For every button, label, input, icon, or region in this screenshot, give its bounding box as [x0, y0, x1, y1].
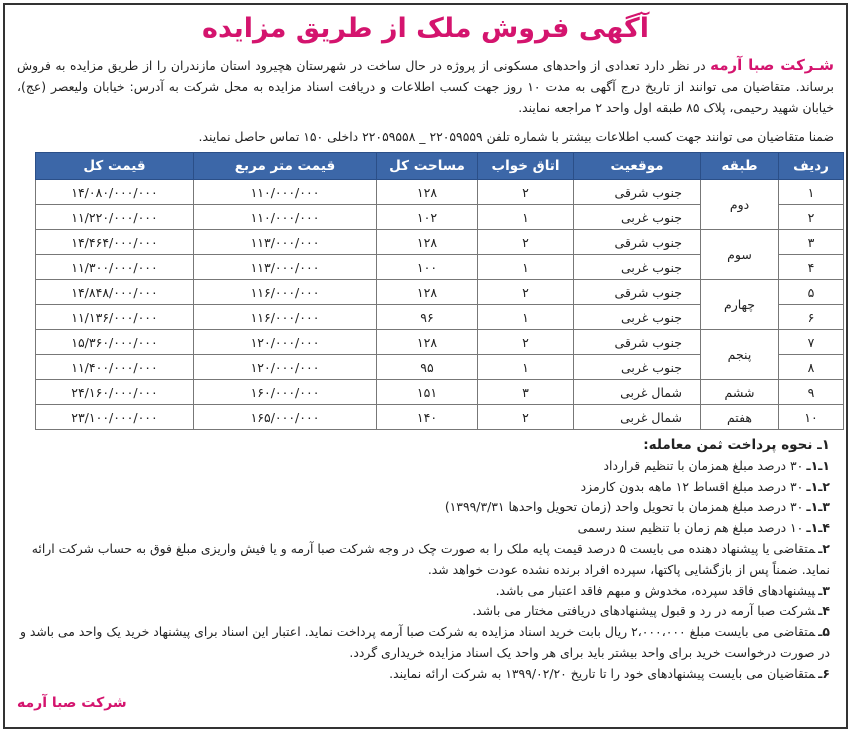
terms-item-text: ۱۰ درصد مبلغ هم زمان با تنظیم سند رسمی: [577, 520, 804, 536]
cell-row-number: ۸: [779, 355, 844, 380]
cell-row-number: ۹: [779, 380, 844, 405]
cell-position: جنوب غربی: [574, 255, 701, 280]
cell-area: ۹۶: [377, 305, 478, 330]
cell-price-sqm: ۱۱۳/۰۰۰/۰۰۰: [194, 230, 377, 255]
terms-item: [19, 581, 830, 602]
terms-item-number: ۲ـ: [818, 540, 830, 556]
cell-floor: هفتم: [701, 405, 779, 430]
terms-item-text: ۳۰ درصد مبلغ اقساط ۱۲ ماهه بدون کارمزد: [580, 478, 804, 494]
terms-item-text: متقاضی یا پیشنهاد دهنده می بایست ۵ درصد قیمت پایه ملک را به صورت چک در وجه شرکت صبا آرمه و یا فیش واریزی مبلغ فوق به حساب شرکت ارائه نماید. ضمناً پس از بازگشایی پاکتها، سپرده افراد برنده نشده عودت خواهد شد.: [31, 540, 830, 577]
terms-item-number: ۴ـ: [818, 603, 830, 619]
ad-frame: [3, 3, 848, 729]
terms-item-text: متقاضیان می بایست پیشنهادهای خود را تا تاریخ ۱۳۹۹/۰۲/۲۰ به شرکت ارائه نمایند.: [389, 665, 816, 681]
cell-position: جنوب شرقی: [574, 180, 701, 205]
cell-row-number: ۶: [779, 305, 844, 330]
cell-row-number: ۱۰: [779, 405, 844, 430]
cell-floor: پنجم: [701, 330, 779, 380]
terms-item: [19, 622, 830, 664]
cell-floor: سوم: [701, 230, 779, 280]
terms-item: [19, 601, 830, 622]
cell-bedrooms: ۲: [478, 405, 574, 430]
terms-item: [19, 456, 830, 477]
cell-price-sqm: ۱۲۰/۰۰۰/۰۰۰: [194, 355, 377, 380]
terms-item-text: ۳۰ درصد مبلغ همزمان با تحویل واحد (زمان تحویل واحدها ۱۳۹۹/۳/۳۱): [444, 499, 804, 515]
cell-price-sqm: ۱۱۳/۰۰۰/۰۰۰: [194, 255, 377, 280]
terms-item-number: ۱ـ۱ـ: [806, 457, 830, 473]
cell-total-price: ۱۱/۴۰۰/۰۰۰/۰۰۰: [36, 355, 194, 380]
cell-total-price: ۱۵/۳۶۰/۰۰۰/۰۰۰: [36, 330, 194, 355]
cell-bedrooms: ۲: [478, 330, 574, 355]
cell-area: ۱۲۸: [377, 180, 478, 205]
cell-row-number: ۱: [779, 180, 844, 205]
cell-area: ۱۰۲: [377, 205, 478, 230]
cell-price-sqm: ۱۶۰/۰۰۰/۰۰۰: [194, 380, 377, 405]
cell-total-price: ۱۱/۲۲۰/۰۰۰/۰۰۰: [36, 205, 194, 230]
cell-position: جنوب شرقی: [574, 230, 701, 255]
ad-title: آگهی فروش ملک از طریق مزایده: [202, 13, 649, 44]
cell-position: جنوب شرقی: [574, 280, 701, 305]
cell-bedrooms: ۱: [478, 205, 574, 230]
cell-position: جنوب غربی: [574, 205, 701, 230]
cell-bedrooms: ۲: [478, 180, 574, 205]
terms-item: [19, 477, 830, 498]
cell-row-number: ۴: [779, 255, 844, 280]
table-header-row: [36, 153, 844, 180]
cell-price-sqm: ۱۱۶/۰۰۰/۰۰۰: [194, 305, 377, 330]
cell-position: شمال غربی: [574, 405, 701, 430]
table-row: [36, 405, 844, 430]
units-table: [35, 152, 844, 430]
cell-price-sqm: ۱۱۰/۰۰۰/۰۰۰: [194, 180, 377, 205]
cell-area: ۹۵: [377, 355, 478, 380]
cell-price-sqm: ۱۱۶/۰۰۰/۰۰۰: [194, 280, 377, 305]
cell-row-number: ۵: [779, 280, 844, 305]
col-header-floor: طبقه: [701, 153, 779, 180]
terms-item-number: ۵ـ: [818, 624, 830, 640]
table-body: [36, 180, 844, 430]
table-row: [36, 230, 844, 255]
terms-item: [19, 497, 830, 518]
cell-price-sqm: ۱۲۰/۰۰۰/۰۰۰: [194, 330, 377, 355]
table-row: [36, 280, 844, 305]
cell-floor: ششم: [701, 380, 779, 405]
cell-position: جنوب غربی: [574, 355, 701, 380]
terms-heading: ۱ـ نحوه پرداخت ثمن معامله:: [643, 437, 830, 453]
cell-total-price: ۲۴/۱۶۰/۰۰۰/۰۰۰: [36, 380, 194, 405]
terms-item-number: ۳ـ۱ـ: [806, 499, 830, 515]
contact-line: ضمنا متقاضیان می توانند جهت کسب اطلاعات بیشتر با شماره تلفن ۲۲۰۵۹۵۵۹ _ ۲۲۰۵۹۵۵۸ داخلی ۱۵۰ تماس حاصل نمایند.: [198, 129, 834, 144]
cell-floor: چهارم: [701, 280, 779, 330]
terms-item-text: پیشنهادهای فاقد سپرده، مخدوش و مبهم فاقد اعتبار می باشد.: [495, 582, 816, 598]
cell-row-number: ۳: [779, 230, 844, 255]
cell-area: ۱۰۰: [377, 255, 478, 280]
terms-item-text: ۳۰ درصد مبلغ همزمان با تنظیم قرارداد: [603, 457, 804, 473]
cell-bedrooms: ۲: [478, 280, 574, 305]
cell-total-price: ۱۴/۰۸۰/۰۰۰/۰۰۰: [36, 180, 194, 205]
signature: شرکت صبا آرمه: [17, 695, 127, 711]
cell-floor: دوم: [701, 180, 779, 230]
cell-total-price: ۱۱/۳۰۰/۰۰۰/۰۰۰: [36, 255, 194, 280]
cell-price-sqm: ۱۶۵/۰۰۰/۰۰۰: [194, 405, 377, 430]
terms-item-number: ۳ـ: [818, 582, 830, 598]
col-header-area: مساحت کل: [377, 153, 478, 180]
terms-item: [19, 664, 830, 685]
cell-row-number: ۷: [779, 330, 844, 355]
company-name: شـرکت صبا آرمه: [710, 56, 834, 74]
cell-bedrooms: ۱: [478, 305, 574, 330]
terms-item-text: متقاضی می بایست مبلغ ۲،۰۰۰،۰۰۰ ریال بابت خرید اسناد مزایده به شرکت صبا آرمه پرداخت نماید. اعتبار این اسناد برای پیشنهاد خرید یک واحد می باشد و در صورت درخواست خرید برای واحد بیشتر باید برای هر واحد یک اسناد مزایده خریداری گردد.: [19, 624, 830, 660]
terms-item-number: ۴ـ۱ـ: [806, 520, 830, 536]
col-header-total-price: قیمت کل: [36, 153, 194, 180]
table-row: [36, 380, 844, 405]
cell-bedrooms: ۳: [478, 380, 574, 405]
cell-bedrooms: ۲: [478, 230, 574, 255]
terms-item: [19, 518, 830, 539]
cell-total-price: ۱۴/۸۴۸/۰۰۰/۰۰۰: [36, 280, 194, 305]
cell-area: ۱۴۰: [377, 405, 478, 430]
cell-row-number: ۲: [779, 205, 844, 230]
intro-text: در نظر دارد تعدادی از واحدهای مسکونی از پروژه در حال ساخت در شهرستان هچیرود استان مازندران را از طریق مزایده به فروش برساند. متقاضیان می توانند از تاریخ درج آگهی به مدت ۱۰ روز جهت کسب اطلاعات و دریافت اسناد مزایده به محل شرکت به آدرس: خیابان ولیعصر (عج)، خیابان شهید رحیمی، پلاک ۸۵ طبقه اول واحد ۲ مراجعه نمایند.: [17, 58, 834, 115]
terms-section: [19, 435, 830, 685]
cell-area: ۱۵۱: [377, 380, 478, 405]
cell-position: جنوب شرقی: [574, 330, 701, 355]
terms-item-text: شرکت صبا آرمه در رد و قبول پیشنهادهای دریافتی مختار می باشد.: [472, 603, 816, 619]
cell-area: ۱۲۸: [377, 230, 478, 255]
cell-position: شمال غربی: [574, 380, 701, 405]
table-row: [36, 180, 844, 205]
cell-bedrooms: ۱: [478, 255, 574, 280]
col-header-price-sqm: قیمت متر مربع: [194, 153, 377, 180]
cell-price-sqm: ۱۱۰/۰۰۰/۰۰۰: [194, 205, 377, 230]
cell-bedrooms: ۱: [478, 355, 574, 380]
cell-total-price: ۱۱/۱۳۶/۰۰۰/۰۰۰: [36, 305, 194, 330]
terms-item-number: ۶ـ: [818, 665, 830, 681]
terms-item: [19, 539, 830, 581]
terms-list: [19, 456, 830, 685]
cell-total-price: ۱۴/۴۶۴/۰۰۰/۰۰۰: [36, 230, 194, 255]
table-row: [36, 330, 844, 355]
intro-paragraph: [17, 55, 834, 118]
col-header-row-number: ردیف: [779, 153, 844, 180]
cell-area: ۱۲۸: [377, 280, 478, 305]
col-header-position: موقعیت: [574, 153, 701, 180]
terms-item-number: ۲ـ۱ـ: [806, 478, 830, 494]
col-header-bedrooms: اتاق خواب: [478, 153, 574, 180]
cell-area: ۱۲۸: [377, 330, 478, 355]
cell-position: جنوب غربی: [574, 305, 701, 330]
cell-total-price: ۲۳/۱۰۰/۰۰۰/۰۰۰: [36, 405, 194, 430]
